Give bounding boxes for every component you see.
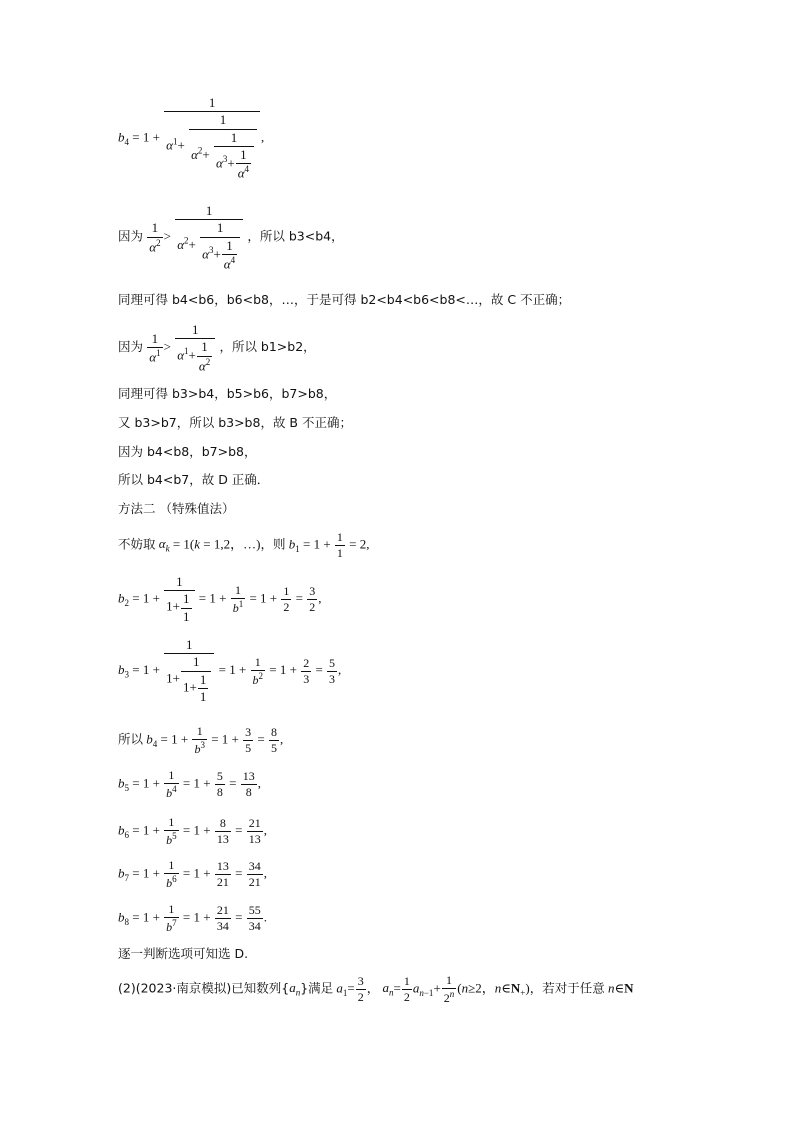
b7-line: $b_7 = 1$ + $\frac{1}{b^6}$ = 1 + $\frac{13}{21}$ = $\frac{34}{21}$ ,	[118, 858, 267, 890]
b3-line: $b_3 = 1$ + 1 1+ 1 1+ $\frac{1}{1}$ = 1 + $\frac{1}{b^2}$ = 1 + $\frac{2}{3}$ = $\frac{5}{3}$ ,	[118, 637, 342, 704]
take-line: 不妨取 $\alpha_k = 1(k = 1,2$，…)，则 $b_1 = 1$ + $\frac{1}{1}$ = 2,	[118, 530, 370, 560]
b4-continued-fraction: $b_4 = 1$ + 1 $\alpha^1+$ 1 $\alpha^2+$ 1 $\alpha^3+$ $\frac{1}{\alpha^4}$ ,	[118, 95, 265, 181]
b2-line: $b_2 = 1$ + 1 1+ $\frac{1}{1}$ = 1 + $\frac{1}{b^1}$ = 1 + $\frac{1}{2}$ = $\frac{3}{2}$ ,	[118, 574, 322, 624]
since-line-2: 因为 $\frac{1}{\alpha^1}$ > 1 $\alpha^1+$ $\frac{1}{\alpha^2}$ ，所以 b1>b2，	[118, 322, 316, 373]
since-tail: ，所以 b3<b4，	[247, 228, 344, 244]
since-line-1: 因为 $\frac{1}{\alpha^2}$ > 1 $\alpha^2+$ 1 $\alpha^3+$ $\frac{1}{\alpha^4}$ ，所以 b3<b4，	[118, 203, 344, 272]
text-line-3: 又 b3>b7，所以 b3>b8，故 B 不正确；	[118, 415, 352, 430]
b8-line: $b_8 = 1$ + $\frac{1}{b^7}$ = 1 + $\frac{21}{34}$ = $\frac{55}{34}$ .	[118, 902, 267, 934]
question-2-line: (2)(2023·南京模拟)已知数列$\{a_n\}$满足 $a_1=$ $\frac{3}{2}$ ， $a_n=$ $\frac{1}{2}$ $a_{n-1}+$ $\frac{1}{2^n}$ (n≥2，$n\in N_+$)，若对于任意 n∈N	[118, 973, 634, 1005]
since-tail-2: ，所以 b1>b2，	[219, 339, 316, 355]
text-line-2: 同理可得 b3>b4，b5>b6，b7>b8，	[118, 386, 337, 401]
b5-line: $b_5 = 1$ + $\frac{1}{b^4}$ = 1 + $\frac{5}{8}$ = $\frac{13}{8}$ ,	[118, 768, 261, 800]
text-line-5: 所以 b4<b7，故 D 正确．	[118, 472, 270, 487]
conclusion-line: 逐一判断选项可知选 D.	[118, 946, 249, 961]
since-label: 因为	[118, 228, 144, 244]
b4-value-line: 所以 $b_4 = 1$ + $\frac{1}{b^3}$ = 1 + $\frac{3}{5}$ = $\frac{8}{5}$ ,	[118, 724, 284, 756]
text-line-1: 同理可得 b4<b6，b6<b8，…，于是可得 b2<b4<b6<b8<…，故 C 不正确；	[118, 292, 571, 307]
since-label-2: 因为	[118, 339, 144, 355]
text-line-4: 因为 b4<b8，b7>b8，	[118, 444, 257, 459]
b6-line: $b_6 = 1$ + $\frac{1}{b^5}$ = 1 + $\frac{8}{13}$ = $\frac{21}{13}$ ,	[118, 815, 267, 847]
method-two-heading: 方法二 （特殊值法）	[118, 501, 235, 516]
